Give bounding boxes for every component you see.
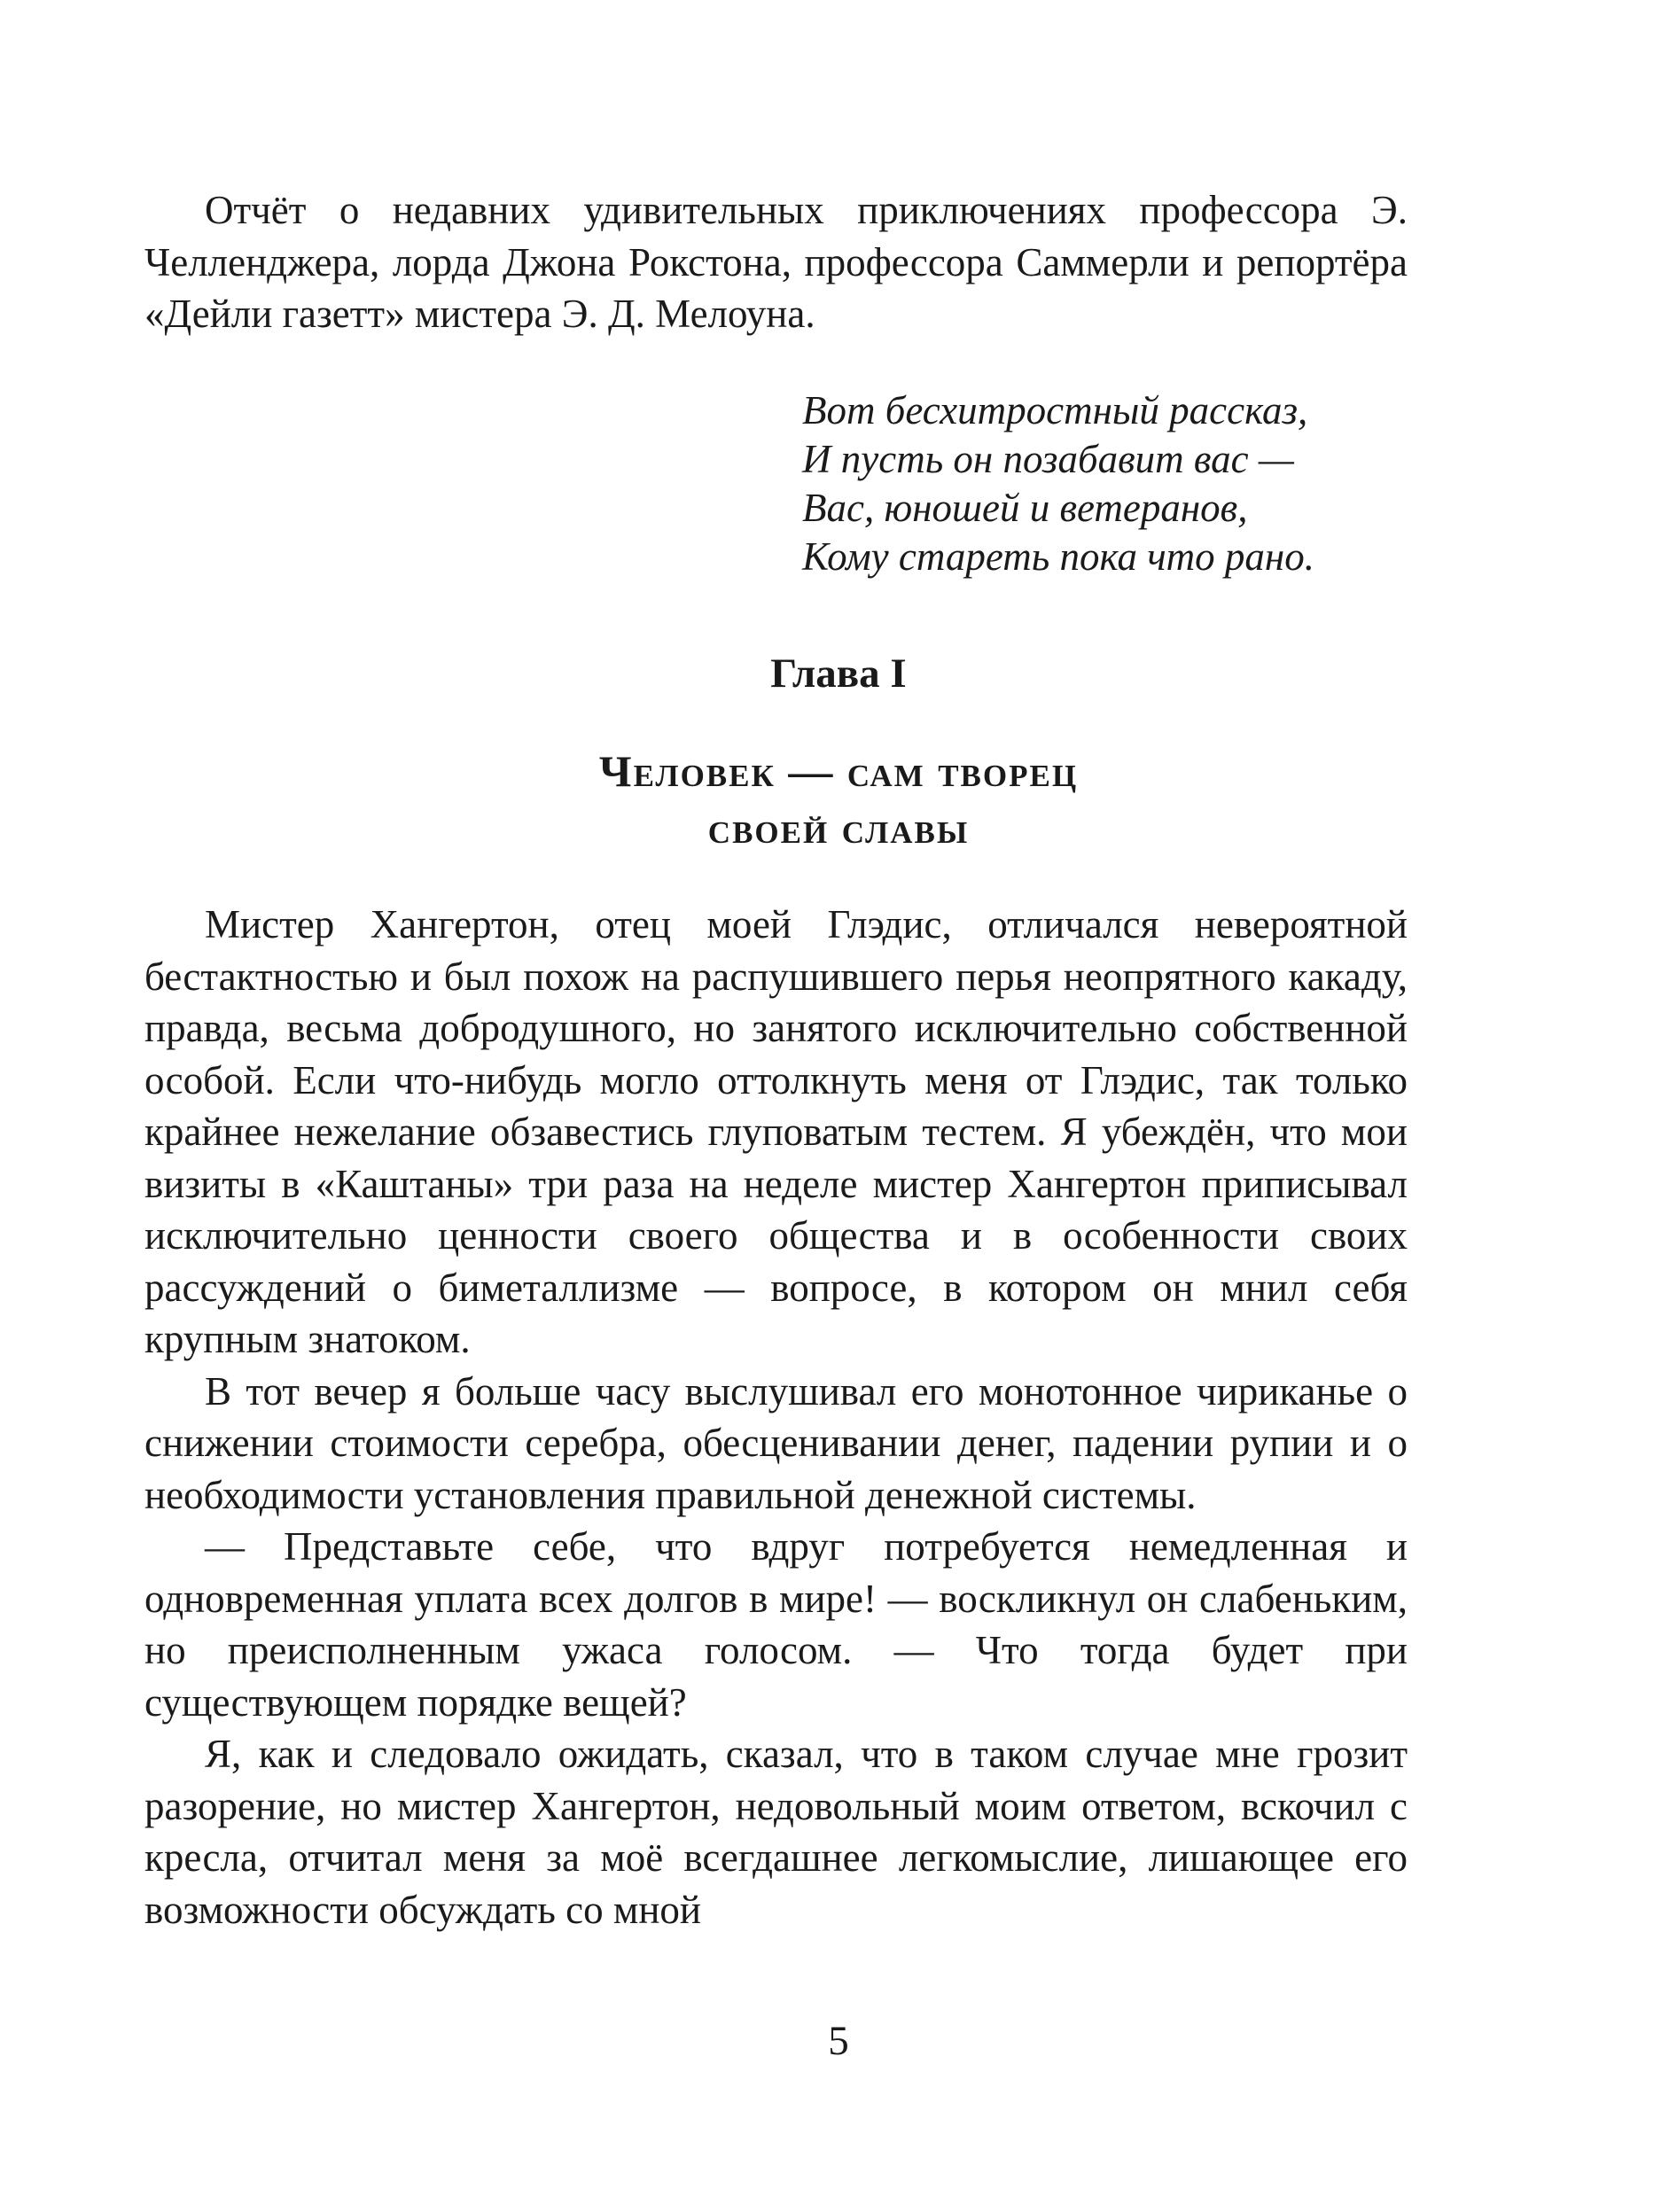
chapter-title-line: Человек — сам творец <box>598 746 1079 796</box>
epigraph <box>802 386 1423 581</box>
page-number: 5 <box>828 2018 849 2064</box>
body-paragraph: В тот вечер я больше часу выслушивал его монотонное чириканье о снижении стоимости серебра, обесценивании денег, падении рупии и о необходимости установления правильной денежной системы. <box>144 1368 1408 1517</box>
epigraph-line: И пусть он позабавит вас — <box>802 437 1294 481</box>
intro-paragraph: Отчёт о недавних удивительных приключениях профессора Э. Челленджера, лорда Джона Рокстона, профессора Саммерли и репортёра «Дейли газетт» мистера Э. Д. Мелоуна. <box>144 188 1408 336</box>
body-paragraph: Мистер Хангертон, отец моей Глэдис, отличался невероятной бестактностью и был похож на распушившего перья неопрятного какаду, правда, весьма добродушного, но занятого исключительно собственной особой. Если что-нибудь могло оттолкнуть меня от Глэдис, так только крайнее нежелание обзавестись глуповатым тестем. Я убеждён, что мои визиты в «Каштаны» три раза на неделе мистер Хангертон приписывал исключительно ценности своего общества и в особенности своих рассуждений о биметаллизме — вопросе, в котором он мнил себя крупным знатоком. <box>144 902 1408 1361</box>
chapter-title-line: своей славы <box>707 803 970 853</box>
body-paragraph: — Представьте себе, что вдруг потребуется немедленная и одновременная уплата всех долгов в мире! — воскликнул он слабеньким, но преисполненным ужаса голосом. — Что тогда будет при существующем порядке вещей? <box>144 1524 1408 1725</box>
chapter-title <box>0 743 1677 856</box>
chapter-number: Глава I <box>770 650 907 697</box>
epigraph-line: Вот бесхитростный рассказ, <box>802 388 1308 432</box>
body-paragraph: Я, как и следовало ожидать, сказал, что в таком случае мне грозит разорение, но мистер Хангертон, недовольный моим ответом, вскочил с кресла, отчитал меня за моё всегдашнее легкомыслие, лишающее его возможности обсуждать со мной <box>144 1732 1408 1932</box>
chapter-body <box>144 899 1408 1936</box>
intro-block <box>144 184 1408 340</box>
epigraph-line: Вас, юношей и ветеранов, <box>802 486 1248 530</box>
epigraph-line: Кому стареть пока что рано. <box>802 534 1314 579</box>
